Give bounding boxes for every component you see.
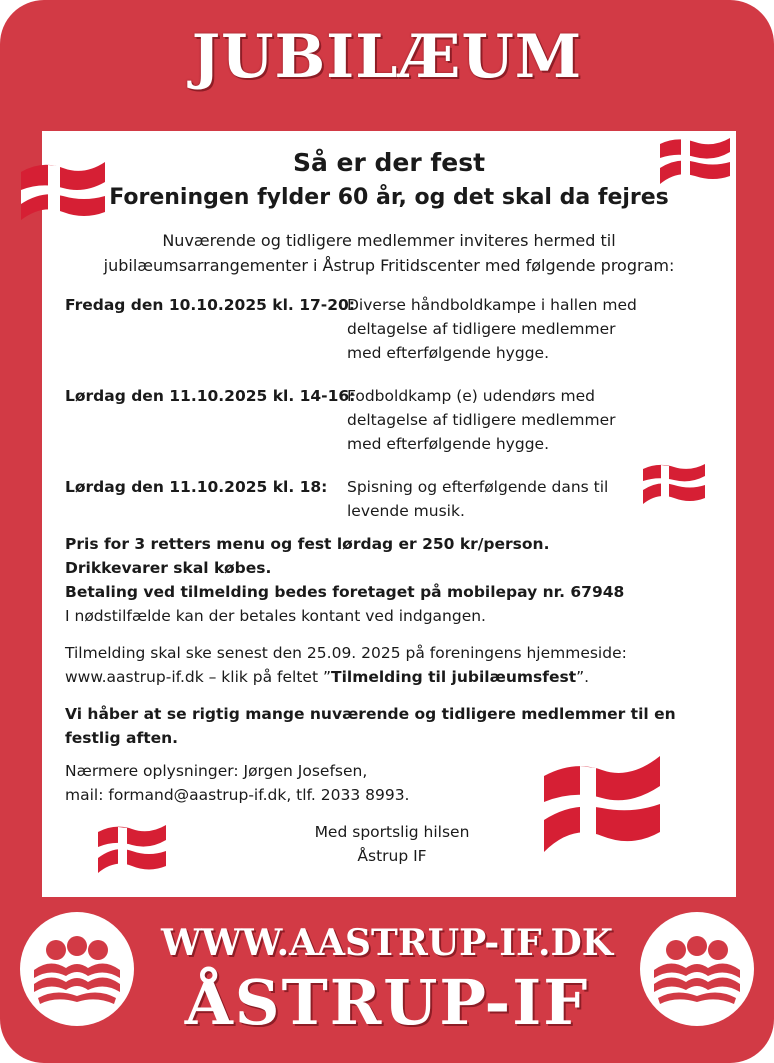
signature-text: Åstrup IF [357,847,427,865]
contact-block [65,759,535,807]
program-line: deltagelse af tidligere medlemmer [347,320,616,338]
program-line: Diverse håndboldkampe i hallen med [347,296,637,314]
signup-block [65,641,705,689]
contact-details: mail: formand@aastrup-if.dk, tlf. 2033 8993. [65,786,410,804]
program-when: Lørdag den 11.10.2025 kl. 18: [65,478,328,496]
program-when: Lørdag den 11.10.2025 kl. 14-16: [65,387,356,405]
program-line: Spisning og efterfølgende dans til [347,478,609,496]
signup-line [65,665,705,689]
footer-club-name: ÅSTRUP-IF [184,966,590,1039]
program-line: med efterfølgende hygge. [347,435,549,453]
signup-url: www.aastrup-if.dk – klik på feltet ” [65,668,331,686]
drinks-text: Drikkevarer skal købes. [65,559,272,577]
program-description [347,384,677,456]
program-line: Fodboldkamp (e) udendørs med [347,387,595,405]
footer-website: WWW.AASTRUP-IF.DK [160,922,614,964]
danish-flag-icon [657,134,733,190]
intro-line: jubilæumsarrangementer i Åstrup Fritidscenter med følgende program: [103,256,675,275]
danish-flag-icon [540,748,664,860]
invitation-intro [60,228,718,278]
signup-end: ”. [576,668,590,686]
closing-text: Med sportslig hilsen [314,823,470,841]
signup-link: Tilmelding til jubilæumsfest [331,668,577,686]
program-line: levende musik. [347,502,465,520]
program-description [347,293,677,365]
program-description [347,475,677,523]
invitation-subtitle: Foreningen fylder 60 år, og det skal da fejres [109,185,669,210]
hope-text: Vi håber at se rigtig mange nuværende og tidligere medlemmer til en [65,705,676,723]
headline-title: JUBILÆUM [191,22,583,92]
price-text: Pris for 3 retters menu og fest lørdag er 250 kr/person. [65,535,550,553]
invitation-title: Så er der fest [292,148,486,177]
danish-flag-icon [18,150,108,228]
hope-block [65,702,705,750]
payment-text: Betaling ved tilmelding bedes foretaget på mobilepay nr. 67948 [65,583,625,601]
emergency-text: I nødstilfælde kan der betales kontant ved indgangen. [65,607,486,625]
signup-text: Tilmelding skal ske senest den 25.09. 2025 på foreningens hjemmeside: [65,644,627,662]
hope-text: festlig aften. [65,729,179,747]
contact-name: Nærmere oplysninger: Jørgen Josefsen, [65,762,368,780]
danish-flag-icon [95,820,169,878]
program-line: deltagelse af tidligere medlemmer [347,411,616,429]
price-block [65,532,705,628]
intro-line: Nuværende og tidligere medlemmer inviteres hermed til [162,231,616,250]
program-when: Fredag den 10.10.2025 kl. 17-20: [65,296,355,314]
program-line: med efterfølgende hygge. [347,344,549,362]
signature-block [242,820,542,868]
danish-flag-icon [640,460,708,510]
